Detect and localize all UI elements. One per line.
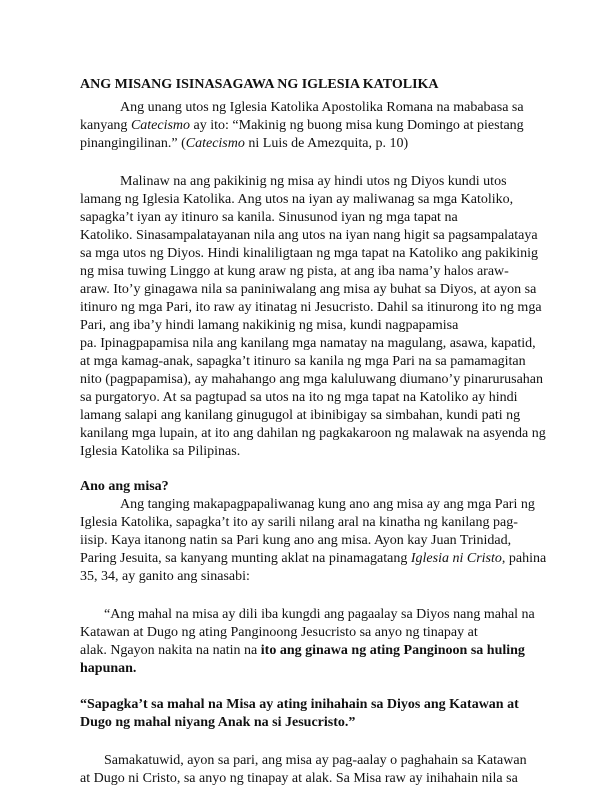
quote-2-line: Dugo ng mahal niyang Anak na si Jesucristo.” <box>80 715 356 730</box>
paragraph-2-line: araw. Ito’y ginagawa nila sa paniniwalang ang misa ay buhat sa Diyos, at ayon sa <box>80 282 537 297</box>
paragraph-2-line: at mga kamag-anak, sapagka’t itinuro sa kanila ng mga Pari na sa pamamagitan <box>80 354 526 369</box>
paragraph-2-line: pa. Ipinagpapamisa nila ang kanilang mga namatay na magulang, asawa, kapatid, <box>80 336 536 351</box>
bold-emphasis: ito ang ginawa ng ating Panginoon sa huling <box>260 643 525 658</box>
quote-1-line <box>80 642 525 660</box>
paragraph-2-line: lamang ng Iglesia Katolika. Ang utos na iyan ay maliwanag sa mga Katoliko, <box>80 192 514 207</box>
text-run: ay ito: “Makinig ng buong misa kung Domingo at piestang <box>190 118 524 133</box>
paragraph-2-line: lamang salapi ang kanilang ginugugol at ibinibigay sa simbahan, kundi pati ng <box>80 408 521 423</box>
paragraph-4-line: Samakatuwid, ayon sa pari, ang misa ay pag-aalay o paghahain sa Katawan <box>104 753 527 768</box>
quote-1-line: hapunan. <box>80 661 137 676</box>
text-run: Paring Jesuita, sa kanyang munting aklat na pinamagatang <box>80 551 411 566</box>
quote-1-line: Katawan at Dugo ng ating Panginoong Jesucristo sa anyo ng tinapay at <box>80 625 478 640</box>
paragraph-1-line <box>80 117 524 135</box>
quote-1-line: “Ang mahal na misa ay dili iba kungdi ang pagaalay sa Diyos nang mahal na <box>104 607 535 622</box>
section-heading: Ano ang misa? <box>80 479 169 494</box>
paragraph-1-line: Ang unang utos ng Iglesia Katolika Apostolika Romana na mababasa sa <box>120 100 524 115</box>
quote-2-line: “Sapagka’t sa mahal na Misa ay ating inihahain sa Diyos ang Katawan at <box>80 697 519 712</box>
document-title: ANG MISANG ISINASAGAWA NG IGLESIA KATOLIKA <box>80 77 439 92</box>
paragraph-2-line: ng misa tuwing Linggo at kung araw ng pista, at ang iba nama’y halos araw- <box>80 264 509 279</box>
paragraph-2-line: Katoliko. Sinasampalatayanan nila ang utos na iyan nang higit sa pagsampalataya <box>80 228 538 243</box>
paragraph-2-line: sapagka’t iyan ay itinuro sa kanila. Sinusunod iyan ng mga tapat na <box>80 210 458 225</box>
paragraph-2-line: nito (pagpapamisa), ay mahahango ang mga kaluluwang diumano’y pinarurusahan <box>80 372 544 387</box>
paragraph-3-line: Ang tanging makapagpapaliwanag kung ano ang misa ay ang mga Pari ng <box>120 497 535 512</box>
text-run: alak. Ngayon nakita na natin na <box>80 643 261 658</box>
paragraph-3-line: 35, 34, ay ganito ang sinasabi: <box>80 569 250 584</box>
italic-book-title: Iglesia ni Cristo <box>410 551 502 566</box>
text-run: pinangingilinan.” ( <box>80 136 186 151</box>
text-run: , pahina <box>501 551 547 566</box>
text-run: kanyang <box>80 118 131 133</box>
paragraph-4-line: at Dugo ni Cristo, sa anyo ng tinapay at alak. Sa Misa raw ay inihahain nila sa <box>80 771 518 786</box>
paragraph-2-line: kanilang mga lupain, at ito ang dahilan ng pagkakaroon ng malawak na asyenda ng <box>80 426 546 441</box>
paragraph-3-line <box>80 550 546 568</box>
paragraph-1-line <box>80 135 408 153</box>
italic-title: Catecismo <box>130 118 191 133</box>
paragraph-3-line: Iglesia Katolika, sapagka’t ito ay sarili nilang aral na kinatha ng kanilang pag- <box>80 515 518 530</box>
paragraph-2-line: itinuro ng mga Pari, ito raw ay itinatag ni Jesucristo. Dahil sa itinurong ito ng mga <box>80 300 542 315</box>
paragraph-2-line: Malinaw na ang pakikinig ng misa ay hindi utos ng Diyos kundi utos <box>120 174 507 189</box>
paragraph-2-line: sa purgatoryo. At sa pagtupad sa utos na ito ng mga tapat na Katoliko ay hindi <box>80 390 518 405</box>
paragraph-2-line: sa mga utos ng Diyos. Hindi kinaliligtaan ng mga tapat na Katoliko ang pakikinig <box>80 246 539 261</box>
italic-title: Catecismo <box>185 136 245 151</box>
text-run: ni Luis de Amezquita, p. 10) <box>244 136 409 151</box>
paragraph-2-line: Iglesia Katolika sa Pilipinas. <box>80 444 241 459</box>
paragraph-2-line: Pari, ang iba’y hindi lamang nakikinig ng misa, kundi nagpapamisa <box>80 318 459 333</box>
paragraph-3-line: iisip. Kaya itanong natin sa Pari kung ano ang misa. Ayon kay Juan Trinidad, <box>80 533 512 548</box>
